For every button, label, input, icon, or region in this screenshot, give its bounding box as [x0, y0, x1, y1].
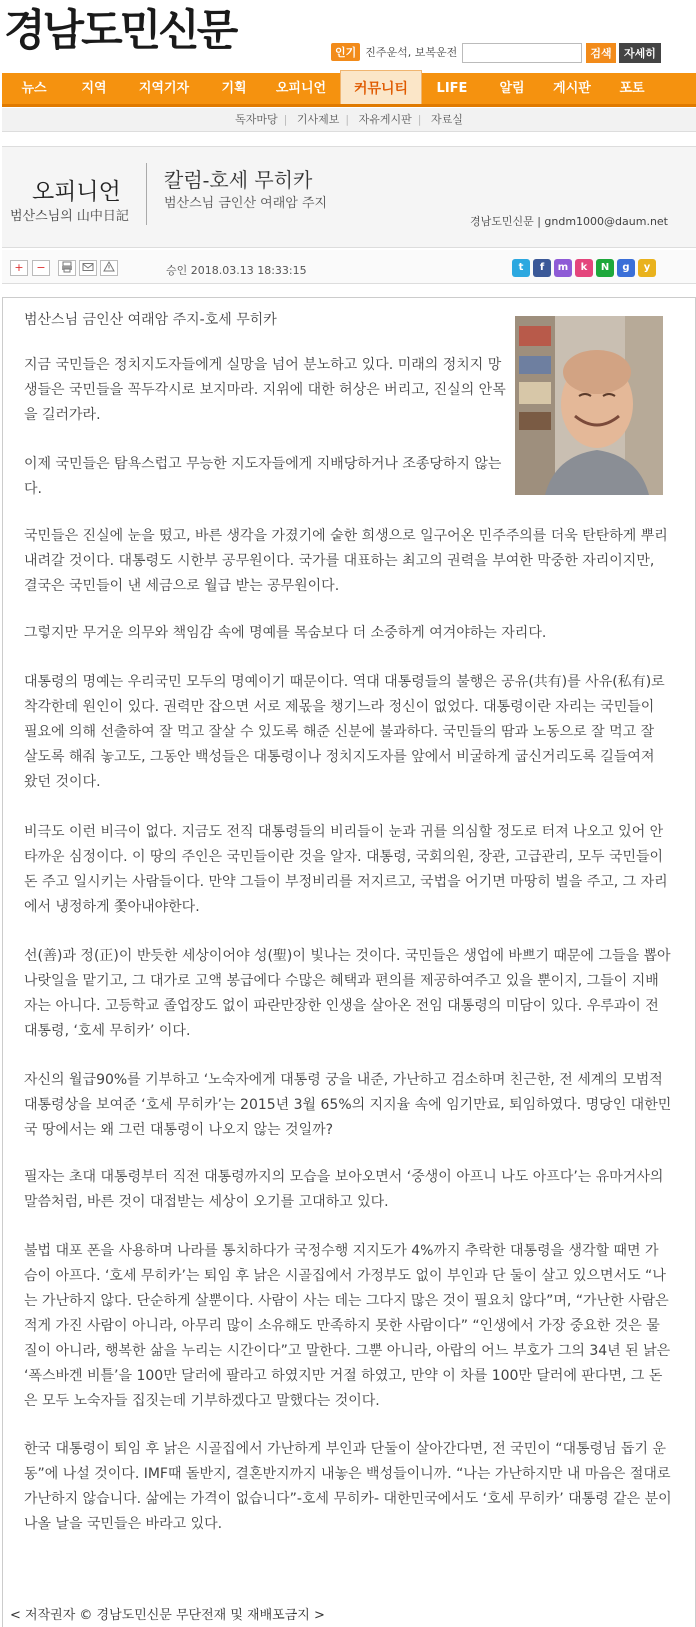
- nav-item-photo[interactable]: 포토: [619, 81, 645, 96]
- nav-item-news[interactable]: 뉴스: [21, 81, 47, 96]
- kakaostory-share-icon[interactable]: k: [575, 259, 593, 277]
- article-paragraph: 필자는 초대 대통령부터 직전 대통령까지의 모습을 보아오면서 ‘중생이 아프니 나도 아프다’는 유마거사의 말씀처럼, 바른 것이 대접받는 세상이 오기를 고대하고 있다.: [24, 1169, 664, 1210]
- me2day-share-icon[interactable]: m: [554, 259, 572, 277]
- article-paragraph: 불법 대포 폰을 사용하며 나라를 통치하다가 국정수행 지지도가 4%까지 추락한 대통령을 생각할 때면 가슴이 아프다. ‘호세 무히카’는 퇴임 후 낡은 시골집에서 가정부도 없이 부인과 단 둘이 살고 있으면서도 “나는 가난하지 않다. 단순하게 살뿐이다. 사람이 사는 데는 그다지 많은 것이 필요치 않다”며, “가난한 사람은 적게 가진 사람이 아니라, 아무리 많이 소유해도 만족하지 못한 사람이다” “인생에서 가장 중요한 것은 물질이 아니라, 행복한 삶을 누리는 시간이다”고 말한다. 그뿐 아니라, 아랍의 어느 부호가 그의 34년 된 낡은 ‘폭스바겐 비틀’을 100만 달러에 팔라고 하였지만 거절 하였고, 만약 이 차를 100만 달러에 판다면, 그 돈은 모두 노숙자들 집짓는데 기부하겠다고 말했다는 것이다.: [24, 1243, 671, 1409]
- author-photo: [515, 316, 663, 495]
- nav-item-notice[interactable]: 알림: [499, 81, 525, 96]
- print-icon[interactable]: [58, 260, 76, 276]
- sub-nav: 독자마당 | 기사제보 | 자유게시판 | 자료실: [2, 108, 696, 132]
- article-title: 칼럼-호세 무히카: [164, 168, 313, 192]
- article-byline: 경남도민신문 | gndm1000@daum.net: [469, 215, 668, 228]
- nav-item-feature[interactable]: 기획: [221, 81, 247, 96]
- subnav-reader-forum[interactable]: 독자마당: [235, 113, 278, 126]
- nav-item-board[interactable]: 게시판: [553, 81, 591, 96]
- article-paragraph: 국민들은 진실에 눈을 떴고, 바른 생각을 가졌기에 숱한 희생으로 일구어온 민주주의를 더욱 탄탄하게 뿌리내려갈 것이다. 대통령도 시한부 공무원이다. 국가를 대표하는 최고의 권력을 부여한 막중한 자리이지만, 결국은 국민들이 낸 세금으로 월급 받는 공무원이다.: [24, 528, 668, 594]
- nav-item-community[interactable]: 커뮤니티: [340, 70, 422, 104]
- article-paragraph: 이제 국민들은 탐욕스럽고 무능한 지도자들에게 지배당하거나 조종당하지 않는다.: [24, 456, 502, 497]
- article-paragraph: 비극도 이런 비극이 없다. 지금도 전직 대통령들의 비리들이 눈과 귀를 의심할 정도로 터져 나오고 있어 안타까운 심정이다. 이 땅의 주인은 국민들이란 것을 알자. 대통령, 국회의원, 장관, 고급관리, 모두 국민들이 돈 주고 일시키는 사람들이다. 만약 그들이 부정비리를 저지르고, 국법을 어기면 마땅히 벌을 주고, 그 자리에서 냉정하게 쫓아내야한다.: [24, 824, 668, 915]
- hot-keywords: [331, 43, 457, 61]
- article-paragraph: 지금 국민들은 정치지도자들에게 실망을 넘어 분노하고 있다. 미래의 정치지 망생들은 국민들을 꼭두각시로 보지마라. 지위에 대한 허상은 버리고, 진실의 안목을 길러가라.: [24, 357, 506, 423]
- nav-item-life[interactable]: LIFE: [436, 81, 468, 96]
- twitter-share-icon[interactable]: t: [512, 259, 530, 277]
- section-subtitle: 범산스님의 山中日記: [10, 209, 129, 224]
- google-share-icon[interactable]: g: [617, 259, 635, 277]
- article-paragraph: 그렇지만 무거운 의무와 책임감 속에 명예를 목숨보다 더 소중하게 여겨야하는 자리다.: [24, 625, 547, 641]
- header-divider: [146, 163, 147, 225]
- article-toolbar: [2, 250, 696, 284]
- nav-item-opinion[interactable]: 오피니언: [275, 81, 327, 96]
- nav-item-region-reporter[interactable]: 지역기자: [138, 81, 190, 96]
- detail-search-button[interactable]: 자세히: [619, 43, 661, 63]
- approved-datetime: 승인 2018.03.13 18:33:15: [166, 264, 307, 277]
- article-paragraph: 범산스님 금인산 여래암 주지-호세 무히카: [24, 312, 277, 328]
- font-increase-button[interactable]: +: [10, 260, 28, 276]
- hot-tag: 인기: [331, 43, 360, 61]
- hot-keywords-text[interactable]: 진주운석, 보복운전: [365, 46, 458, 59]
- subnav-archive[interactable]: 자료실: [430, 113, 463, 126]
- article-subtitle: 범산스님 금인산 여래암 주지: [164, 196, 328, 211]
- naver-share-icon[interactable]: N: [596, 259, 614, 277]
- article-paragraph: 한국 대통령이 퇴임 후 낡은 시골집에서 가난하게 부인과 단둘이 살아간다면, 전 국민이 “대통령님 돕기 운동”에 나설 것이다. IMF때 돌반지, 결혼반지까지 내놓은 백성들이니까. “나는 가난하지만 내 마음은 절대로 가난하지 않습니다. 삶에는 가격이 없습니다”-호세 무히카- 대한민국에서도 ‘호세 무히카’ 대통령 같은 분이 나올 날을 국민들은 바라고 있다.: [24, 1441, 672, 1532]
- yozm-share-icon[interactable]: y: [638, 259, 656, 277]
- main-nav: [2, 73, 696, 107]
- article-paragraph: 선(善)과 정(正)이 반듯한 세상이어야 성(聖)이 빛나는 것이다. 국민들은 생업에 바쁘기 때문에 그들을 뽑아 나랏일을 맡기고, 그 대가로 고액 봉급에다 수많은 혜택과 편의를 제공하여주고 있을 뿐이지, 그들이 지배자는 아니다. 고등학교 졸업장도 없이 파란만장한 인생을 살아온 전임 대통령의 미담이 있다. 우루과이 전 대통령, ‘호세 무히카’ 이다.: [24, 948, 671, 1039]
- article-header: [2, 146, 696, 248]
- report-icon[interactable]: [100, 260, 118, 276]
- search-input[interactable]: [462, 43, 582, 63]
- article-paragraph: 자신의 월급90%를 기부하고 ‘노숙자에게 대통령 궁을 내준, 가난하고 검소하며 친근한, 전 세계의 모범적 대통령상을 보여준 ‘호세 무히카’는 2015년 3월 65%의 지지율 속에 임기만료, 퇴임하였다. 명당인 대한민국 땅에서는 왜 그런 대통령이 나오지 않는 것일까?: [24, 1072, 672, 1138]
- nav-item-region[interactable]: 지역: [81, 81, 107, 96]
- site-logo[interactable]: 경남도민신문: [4, 6, 236, 56]
- email-icon[interactable]: [79, 260, 97, 276]
- facebook-share-icon[interactable]: f: [533, 259, 551, 277]
- search-button[interactable]: 검색: [586, 43, 616, 63]
- subnav-free-board[interactable]: 자유게시판: [358, 113, 412, 126]
- section-title: 오피니언: [32, 179, 121, 205]
- copyright-notice: < 저작권자 © 경남도민신문 무단전재 및 재배포금지 >: [10, 1608, 325, 1623]
- subnav-tip[interactable]: 기사제보: [296, 113, 340, 126]
- article-paragraph: 대통령의 명예는 우리국민 모두의 명예이기 때문이다. 역대 대통령들의 불행은 공유(共有)를 사유(私有)로 착각한데 원인이 있다. 권력만 잡으면 서로 제몫을 챙기느라 정신이 없었다. 대통령이란 자리는 국민들이 필요에 의해 선출하여 잘 먹고 잘살 수 있도록 해준 신분에 불과하다. 국민들의 땀과 노동으로 잘 먹고 잘 살도록 해줘 놓고도, 그동안 백성들은 대통령이나 정치지도자를 앞에서 비굴하게 굽신거리도록 길들여져 왔던 것이다.: [24, 674, 665, 790]
- font-decrease-button[interactable]: −: [32, 260, 50, 276]
